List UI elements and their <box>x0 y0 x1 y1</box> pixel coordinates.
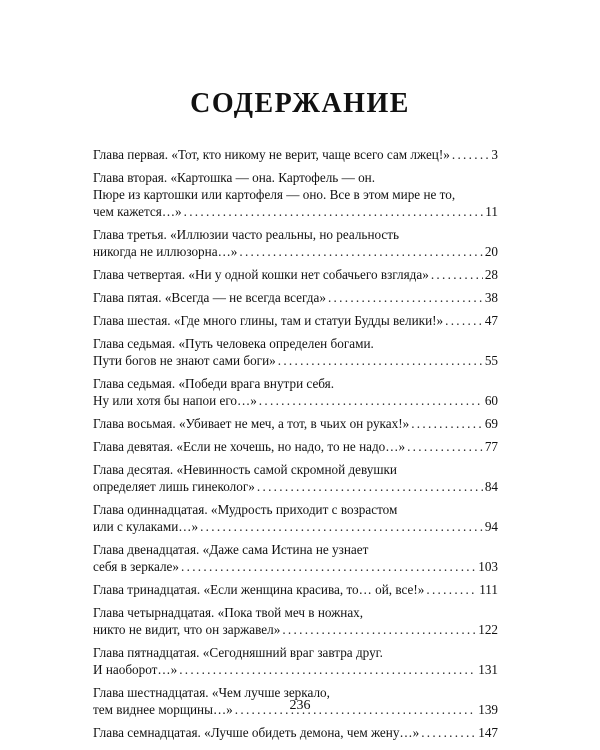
toc-entry-line: Глава пятнадцатая. «Сегодняшний враг завтра друг. <box>93 645 383 660</box>
toc-entry[interactable] <box>93 724 498 741</box>
toc-entry-line: Глава одиннадцатая. «Мудрость приходит с возрастом <box>93 502 398 517</box>
toc-entry-line: или с кулаками…» <box>93 519 199 534</box>
toc-entry-last-line <box>93 661 498 678</box>
toc-entry-page-number: 69 <box>484 416 498 431</box>
toc-entry-page-number: 11 <box>485 204 498 219</box>
toc-entry[interactable] <box>93 541 498 575</box>
toc-entry-page-number: 131 <box>478 662 498 677</box>
dot-leader <box>421 724 476 741</box>
toc-entry-last-line <box>93 621 498 638</box>
toc-entry-last-line <box>93 266 498 283</box>
toc-entry-line: определяет лишь гинеколог» <box>93 479 255 494</box>
toc-entry-page-number: 47 <box>484 313 498 328</box>
toc-entry-last-line <box>93 243 498 260</box>
page-number: 236 <box>289 698 311 713</box>
dot-leader <box>282 621 476 638</box>
toc-entry-line: Глава седьмая. «Путь человека определен богами. <box>93 336 374 351</box>
toc-entry-last-line <box>93 352 498 369</box>
dot-leader <box>431 266 483 283</box>
toc-entry-line: Глава четырнадцатая. «Пока твой меч в ножнах, <box>93 605 364 620</box>
toc-entry-last-line <box>93 438 498 455</box>
toc-entry-line: Глава семнадцатая. «Лучше обидеть демона, чем жену…» <box>93 725 420 740</box>
toc-entry-page-number: 60 <box>484 393 498 408</box>
toc-entry-line: Глава вторая. «Картошка — она. Картофель — он. <box>93 170 376 185</box>
dot-leader <box>179 661 476 678</box>
toc-entry-last-line <box>93 312 498 329</box>
dot-leader <box>181 558 476 575</box>
toc-entry[interactable] <box>93 604 498 638</box>
dot-leader <box>426 581 477 598</box>
dot-leader <box>257 478 483 495</box>
toc-entry[interactable] <box>93 438 498 455</box>
toc-entry[interactable] <box>93 581 498 598</box>
dot-leader <box>407 438 483 455</box>
toc-entry-line: И наоборот…» <box>93 662 178 677</box>
toc-entry-line: Глава первая. «Тот, кто никому не верит, чаще всего сам лжец!» <box>93 147 450 162</box>
dot-leader <box>411 415 483 432</box>
toc-entry-line: Глава девятая. «Если не хочешь, но надо, то не надо…» <box>93 439 406 454</box>
toc-entry[interactable] <box>93 289 498 306</box>
table-of-contents <box>93 146 498 747</box>
toc-entry[interactable] <box>93 375 498 409</box>
toc-entry[interactable] <box>93 266 498 283</box>
toc-entry-page-number: 20 <box>484 244 498 259</box>
toc-entry-line: Пюре из картошки или картофеля — оно. Все в этом мире не то, <box>93 187 456 202</box>
toc-entry-last-line <box>93 581 498 598</box>
toc-entry-page-number: 111 <box>479 582 498 597</box>
toc-entry-page-number: 147 <box>478 725 498 740</box>
toc-entry-last-line <box>93 478 498 495</box>
toc-entry-line: Глава четвертая. «Ни у одной кошки нет собачьего взгляда» <box>93 267 429 282</box>
toc-entry[interactable] <box>93 644 498 678</box>
dot-leader <box>452 146 490 163</box>
toc-entry[interactable] <box>93 312 498 329</box>
toc-entry-page-number: 38 <box>484 290 498 305</box>
toc-entry-last-line <box>93 392 498 409</box>
dot-leader <box>328 289 483 306</box>
page-title: СОДЕРЖАНИЕ <box>190 88 410 119</box>
toc-entry-line: Ну или хотя бы напои его…» <box>93 393 257 408</box>
toc-entry-last-line <box>93 724 498 741</box>
toc-entry-page-number: 28 <box>484 267 498 282</box>
toc-entry-page-number: 84 <box>484 479 498 494</box>
toc-entry-line: тем виднее морщины…» <box>93 702 233 717</box>
toc-entry-last-line <box>93 203 498 220</box>
toc-entry-last-line <box>93 146 498 163</box>
dot-leader <box>278 352 483 369</box>
toc-entry-line: Глава седьмая. «Победи врага внутри себя. <box>93 376 335 391</box>
toc-entry-page-number: 55 <box>484 353 498 368</box>
toc-entry-last-line <box>93 415 498 432</box>
toc-entry-line: чем кажется…» <box>93 204 182 219</box>
toc-entry[interactable] <box>93 501 498 535</box>
dot-leader <box>445 312 483 329</box>
toc-entry-page-number: 103 <box>478 559 498 574</box>
toc-entry-last-line <box>93 289 498 306</box>
dot-leader <box>259 392 483 409</box>
toc-entry[interactable] <box>93 415 498 432</box>
toc-entry-line: Глава третья. «Иллюзии часто реальны, но реальность <box>93 227 400 242</box>
toc-entry-line: Пути богов не знают сами боги» <box>93 353 276 368</box>
toc-entry-page-number: 77 <box>484 439 498 454</box>
toc-entry-last-line <box>93 558 498 575</box>
toc-entry-line: Глава двенадцатая. «Даже сама Истина не узнает <box>93 542 369 557</box>
toc-entry-line: никто не видит, что он заржавел» <box>93 622 281 637</box>
toc-entry-page-number: 122 <box>478 622 498 637</box>
toc-entry-line: Глава пятая. «Всегда — не всегда всегда» <box>93 290 326 305</box>
toc-entry[interactable] <box>93 146 498 163</box>
toc-entry[interactable] <box>93 461 498 495</box>
toc-entry[interactable] <box>93 169 498 220</box>
toc-entry-line: себя в зеркале» <box>93 559 179 574</box>
dot-leader <box>184 203 484 220</box>
toc-entry[interactable] <box>93 335 498 369</box>
toc-entry-line: никогда не иллюзорна…» <box>93 244 238 259</box>
toc-entry-last-line <box>93 518 498 535</box>
toc-entry-line: Глава тринадцатая. «Если женщина красива, то… ой, все!» <box>93 582 425 597</box>
toc-entry-line: Глава десятая. «Невинность самой скромной девушки <box>93 462 397 477</box>
dot-leader <box>239 243 482 260</box>
toc-entry-page-number: 94 <box>484 519 498 534</box>
toc-entry[interactable] <box>93 226 498 260</box>
toc-entry-line: Глава шестая. «Где много глины, там и статуи Будды велики!» <box>93 313 444 328</box>
toc-entry-page-number: 3 <box>491 147 498 162</box>
toc-entry-page-number: 139 <box>478 702 498 717</box>
toc-entry-line: Глава шестнадцатая. «Чем лучше зеркало, <box>93 685 330 700</box>
dot-leader <box>200 518 483 535</box>
toc-entry-line: Глава восьмая. «Убивает не меч, а тот, в чьих он руках!» <box>93 416 410 431</box>
